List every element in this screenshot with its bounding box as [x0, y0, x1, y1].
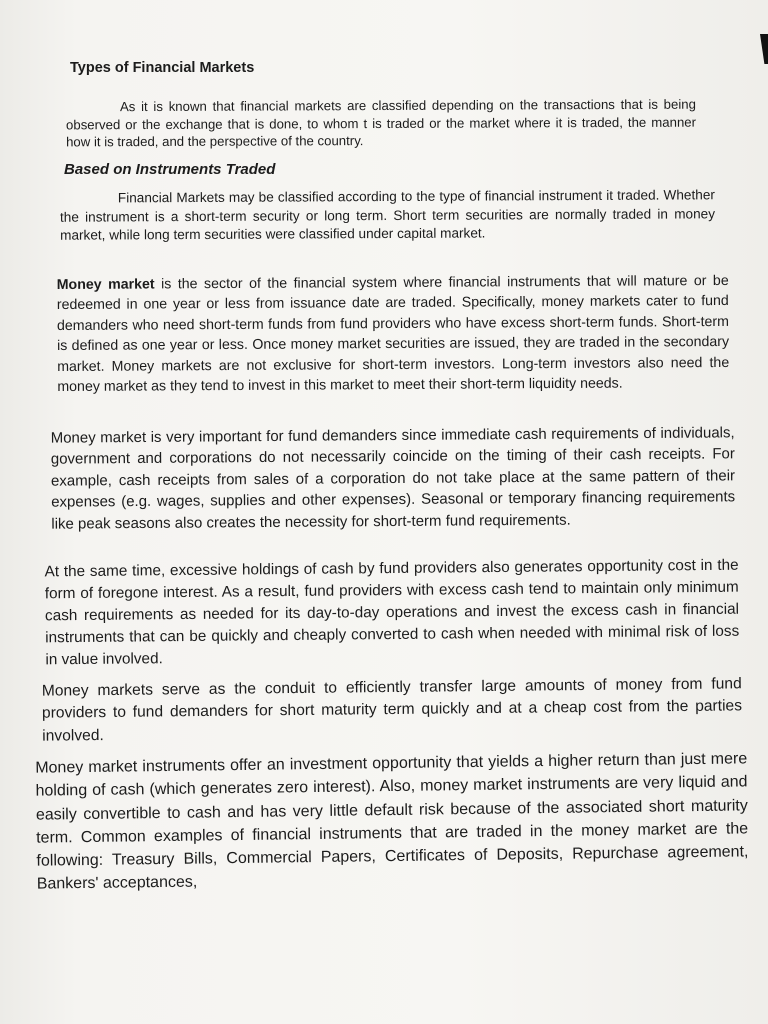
- opportunity-cost-paragraph: At the same time, excessive holdings of cash by fund providers also generates opportunity cost in the form of foregone interest. As a result, fund providers with excess cash tend to maintain only minimum cash requirements as needed for its day-to-day operations and invest the excess cash in financial instruments that can be quickly and cheaply converted to cash when needed with minimal risk of loss in value involved.: [44, 556, 740, 669]
- money-market-definition: is the sector of the financial system where financial instruments that will mature or be redeemed in one year or less from issuance date are traded. Specifically, money markets cater to fund demanders who need short-term funds from fund providers who have excess short-term funds. Short-term is defined as one year or less. Once money market securities are issued, they are traded in the secondary market. Money markets are not exclusive for short-term investors. Long-term investors also need the money market as they tend to invest in this market to meet their short-term liquidity needs.: [56, 272, 730, 396]
- instruments-examples-paragraph: Money market instruments offer an investment opportunity that yields a higher return than just mere holding of cash (which generates zero interest). Also, money market instruments are very liquid and easily convertible to cash and has very little default risk because of the associated short maturity term. Common examples of financial instruments that are traded in the money market are the following: Treasury Bills, Commercial Papers, Certificates of Deposits, Repurchase agreement, Bankers' acceptances,: [35, 750, 749, 894]
- instruments-paragraph: Financial Markets may be classified according to the type of financial instrument it traded. Whether the instrument is a short-term security or long term. Short term securities are normally traded in money market, while long term securities were classified under capital market.: [59, 187, 716, 243]
- money-market-paragraph: [57, 271, 730, 398]
- money-market-term: Money market: [56, 276, 155, 294]
- section-subheading: Based on Instruments Traded: [64, 161, 276, 178]
- page-heading: Types of Financial Markets: [70, 60, 255, 76]
- page-edge-mark: [760, 34, 768, 64]
- intro-paragraph: As it is known that financial markets are classified depending on the transactions that is being observed or the exchange that is done, to whom t is traded or the market where it is traded, the manner how it is traded, and the perspective of the country.: [65, 96, 697, 150]
- conduit-paragraph: Money markets serve as the conduit to efficiently transfer large amounts of money from fund providers to fund demanders for short maturity term quickly and at a cheap cost from the parties involved.: [41, 675, 743, 745]
- importance-paragraph: Money market is very important for fund demanders since immediate cash requirements of individuals, government and corporations do not necessarily coincide on the timing of their cash receipts. For example, cash receipts from sales of a corporation do not take place at the same pattern of their expenses (e.g. wages, supplies and other expenses). Seasonal or temporary financing requirements like peak seasons also creates the necessity for short-term fund requirements.: [50, 424, 736, 533]
